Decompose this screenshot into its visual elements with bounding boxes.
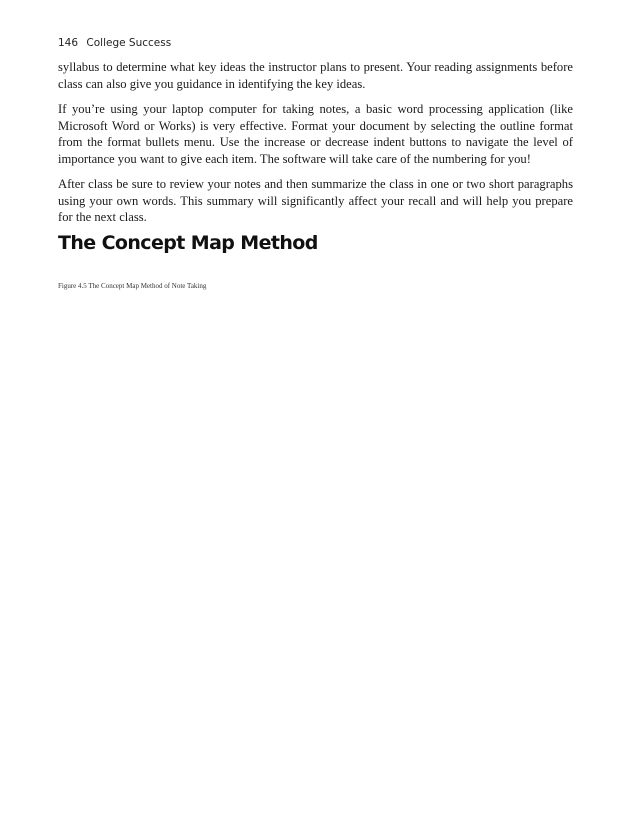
book-title: College Success	[86, 37, 172, 49]
body-paragraph-1: syllabus to determine what key ideas the instructor plans to present. Your reading assignments before class can also give you guidance in identifying the key ideas.	[58, 60, 573, 91]
page-number: 146	[58, 37, 79, 49]
body-paragraph-3: After class be sure to review your notes and then summarize the class in one or two short paragraphs using your own words. This summary will significantly affect your recall and will help you prepare for the next class.	[58, 177, 573, 225]
section-heading: The Concept Map Method	[58, 232, 318, 254]
figure-caption: Figure 4.5 The Concept Map Method of Note Taking	[58, 282, 207, 290]
body-paragraph-2: If you’re using your laptop computer for taking notes, a basic word processing application (like Microsoft Word or Works) is very effective. Format your document by selecting the outline format from the format bullets menu. Use the increase or decrease indent buttons to navigate the level of importance you want to give each item. The software will take care of the numbering for you!	[58, 102, 573, 166]
running-header	[58, 37, 171, 49]
